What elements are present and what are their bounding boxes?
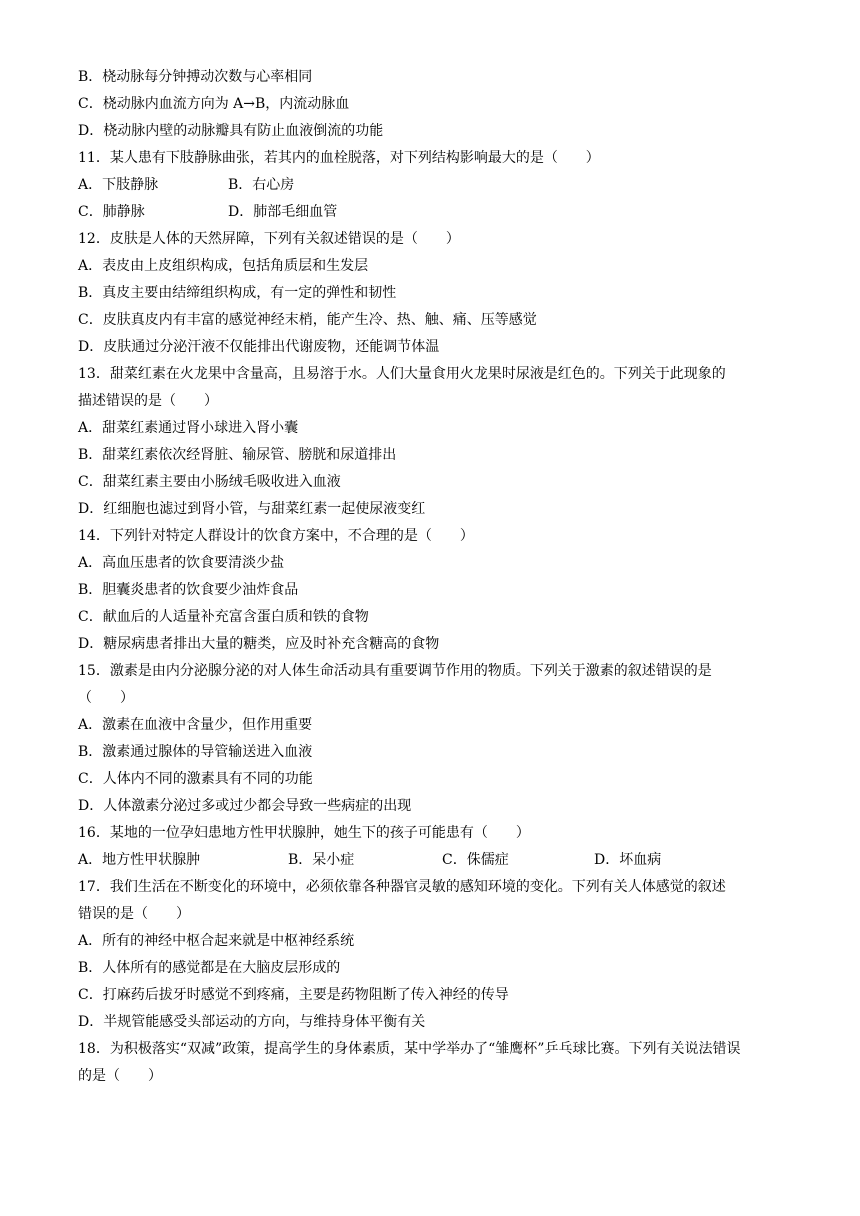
q11-options-row-2	[78, 199, 790, 226]
exam-page	[78, 64, 790, 1090]
q15-stem-line-2: （ ）	[78, 690, 134, 706]
q16-option-b: B．呆小症	[288, 852, 355, 868]
q14-stem: 14．下列针对特定人群设计的饮食方案中，不合理的是（ ）	[78, 528, 474, 544]
q18-stem-line-1: 18．为积极落实“双减”政策，提高学生的身体素质，某中学举办了“雏鹰杯”乒乓球比赛。下列有关说法错误	[78, 1041, 741, 1057]
q17-option-c: C．打麻药后拔牙时感觉不到疼痛，主要是药物阻断了传入神经的传导	[78, 987, 509, 1003]
q14-option-d: D．糖尿病患者排出大量的糖类，应及时补充含糖高的食物	[78, 636, 440, 652]
q10-option-d: D．桡动脉内壁的动脉瓣具有防止血液倒流的功能	[78, 123, 384, 139]
q11-option-a: A．下肢静脉	[78, 177, 159, 193]
q12-option-c: C．皮肤真皮内有丰富的感觉神经末梢，能产生冷、热、触、痛、压等感觉	[78, 312, 537, 328]
q15-option-c: C．人体内不同的激素具有不同的功能	[78, 771, 313, 787]
q16-option-a: A．地方性甲状腺肿	[78, 852, 201, 868]
q13-stem-line-1: 13．甜菜红素在火龙果中含量高，且易溶于水。人们大量食用火龙果时尿液是红色的。下列关于此现象的	[78, 366, 726, 382]
q16-option-d: D．坏血病	[594, 852, 662, 868]
q17-stem-line-2: 错误的是（ ）	[78, 906, 190, 922]
q12-option-a: A．表皮由上皮组织构成，包括角质层和生发层	[78, 258, 369, 274]
q10-option-b: B．桡动脉每分钟搏动次数与心率相同	[78, 69, 313, 85]
q14-option-c: C．献血后的人适量补充富含蛋白质和铁的食物	[78, 609, 369, 625]
q11-option-d: D．肺部毛细血管	[228, 204, 338, 220]
q11-stem: 11．某人患有下肢静脉曲张，若其内的血栓脱落，对下列结构影响最大的是（ ）	[78, 150, 600, 166]
q15-option-d: D．人体激素分泌过多或过少都会导致一些病症的出现	[78, 798, 412, 814]
q14-option-b: B．胆囊炎患者的饮食要少油炸食品	[78, 582, 299, 598]
q13-option-a: A．甜菜红素通过肾小球进入肾小囊	[78, 420, 299, 436]
q13-option-b: B．甜菜红素依次经肾脏、输尿管、膀胱和尿道排出	[78, 447, 397, 463]
q15-option-a: A．激素在血液中含量少，但作用重要	[78, 717, 313, 733]
q16-stem: 16．某地的一位孕妇患地方性甲状腺肿，她生下的孩子可能患有（ ）	[78, 825, 530, 841]
q16-option-c: C．侏儒症	[442, 852, 509, 868]
q17-option-a: A．所有的神经中枢合起来就是中枢神经系统	[78, 933, 355, 949]
q15-option-b: B．激素通过腺体的导管输送进入血液	[78, 744, 313, 760]
q18-stem-line-2: 的是（ ）	[78, 1068, 162, 1084]
q10-option-c: C．桡动脉内血流方向为 A→B，内流动脉血	[78, 96, 350, 112]
q17-option-d: D．半规管能感受头部运动的方向，与维持身体平衡有关	[78, 1014, 426, 1030]
q17-option-b: B．人体所有的感觉都是在大脑皮层形成的	[78, 960, 341, 976]
q12-option-d: D．皮肤通过分泌汗液不仅能排出代谢废物，还能调节体温	[78, 339, 440, 355]
q13-option-c: C．甜菜红素主要由小肠绒毛吸收进入血液	[78, 474, 341, 490]
q15-stem-line-1: 15．激素是由内分泌腺分泌的对人体生命活动具有重要调节作用的物质。下列关于激素的叙述错误的是	[78, 663, 712, 679]
q13-option-d: D．红细胞也滤过到肾小管，与甜菜红素一起使尿液变红	[78, 501, 426, 517]
q16-options-row	[78, 847, 790, 874]
q14-option-a: A．高血压患者的饮食要清淡少盐	[78, 555, 285, 571]
q12-option-b: B．真皮主要由结缔组织构成，有一定的弹性和韧性	[78, 285, 397, 301]
q11-option-b: B．右心房	[228, 177, 295, 193]
q13-stem-line-2: 描述错误的是（ ）	[78, 393, 218, 409]
q12-stem: 12．皮肤是人体的天然屏障，下列有关叙述错误的是（ ）	[78, 231, 460, 247]
q17-stem-line-1: 17．我们生活在不断变化的环境中，必须依靠各种器官灵敏的感知环境的变化。下列有关人体感觉的叙述	[78, 879, 726, 895]
q11-options-row-1	[78, 172, 790, 199]
q11-option-c: C．肺静脉	[78, 204, 145, 220]
